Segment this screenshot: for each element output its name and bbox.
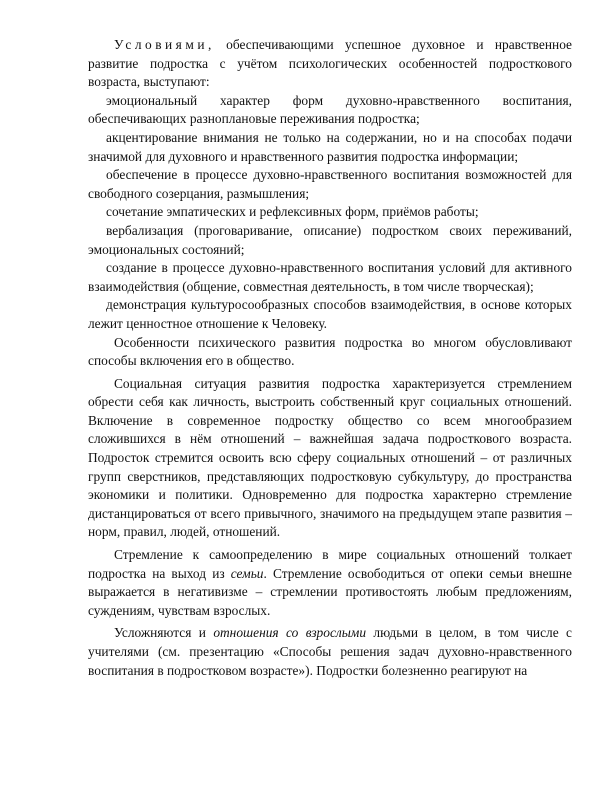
list-item-text: вербализация (проговаривание, описание) подростком своих переживаний, эмоциональных состояний; [88,222,572,257]
list-item [88,259,572,296]
list-item [88,203,572,222]
emphasis-family: семьи [230,565,264,581]
paragraph-adult-relations [88,624,572,680]
paragraph-text: Стремление к самоопределению в мире социальных отношений толкает подростка на выход из [88,547,572,581]
paragraph-text: Усложняются и [114,625,214,641]
paragraph-social-situation: Социальная ситуация развития подростка характеризуется стремлением обрести себя как личность, выстроить собственный круг социальных отношений. Включение в современное подростку общество со всем многообразием сложившихся в нём отношений – важнейшая задача подросткового возраста. Подросток стремится освоить всю сферу социальных отношений – от различных групп сверстников, представляющих подростковую субкультуру, до пространства экономики и политики. Одновременно для подростка характерно стремление дистанцироваться от всего привычного, значимого на предыдущем этапе развития – норм, правил, людей, отношений. [88,375,572,540]
list-item-text: создание в процессе духовно-нравственного воспитания условий для активного взаимодействия (общение, совместная деятельность, в том числе творческая); [88,260,572,294]
list-item-text: эмоциональный характер форм духовно-нравственного воспитания, обеспечивающих разноплановые переживания подростка; [88,92,572,127]
list-item-text: сочетание эмпатических и рефлексивных форм, приёмов работы; [106,204,479,220]
list-item [88,296,572,333]
list-item [88,129,572,166]
paragraph-psychological-development: Особенности психического развития подростка во многом обусловливают способы включения его в общество. [88,334,572,369]
list-item [88,222,572,259]
paragraph-text: людьми в целом, в том числе с учителями (см. презентацию «Способы решения задач духовно-нравственного воспитания в подростковом возрасте»). Подростки болезненно реагируют на [88,625,572,678]
paragraph-text: . Стремление освободиться от опеки семьи внешне выражается в негативизме – стремлении противостоять любым предложениям, суждениям, чувствам взрослых. [88,565,572,618]
intro-paragraph [88,36,572,92]
list-item [88,92,572,129]
intro-text: обеспечивающими успешное духовное и нравственное развитие подростка с учётом психологических особенностей подросткового возраста, выступают: [88,37,572,90]
paragraph-self-determination [88,546,572,620]
emphasis-adult-relations: отношения со взрослыми [213,625,367,641]
list-item-text: демонстрация культуросообразных способов взаимодействия, в основе которых лежит ценностное отношение к Человеку. [88,297,572,331]
list-item-text: акцентирование внимания не только на содержании, но и на способах подачи значимой для духовного и нравственного развития подростка информации; [88,129,572,164]
document-page [88,36,572,680]
list-item [88,166,572,203]
list-item-text: обеспечение в процессе духовно-нравственного воспитания возможностей для свободного созерцания, размышления; [88,167,572,201]
intro-lead-word: Условиями, [114,37,215,52]
conditions-list [88,92,572,334]
